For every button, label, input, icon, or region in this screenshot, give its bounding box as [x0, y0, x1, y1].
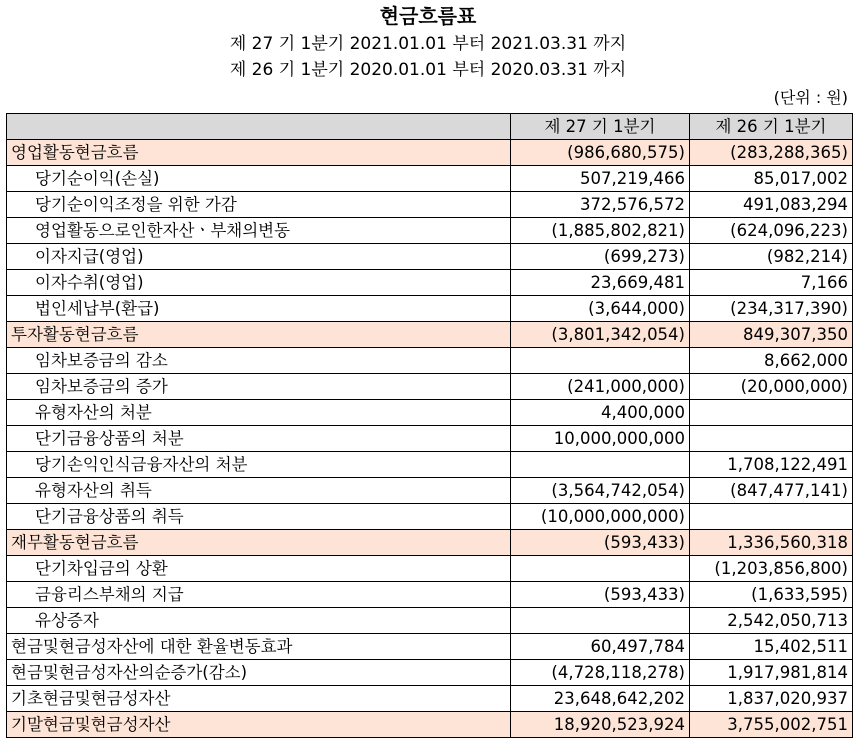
- current-period-value: (3,644,000): [511, 296, 690, 322]
- table-row: [7, 348, 853, 374]
- row-label: 유형자산의 취득: [7, 478, 511, 504]
- row-label: 현금및현금성자산의순증가(감소): [7, 660, 511, 686]
- current-period-value: 507,219,466: [511, 166, 690, 192]
- previous-period-value: (847,477,141): [690, 478, 853, 504]
- row-label: 금융리스부채의 지급: [7, 582, 511, 608]
- row-label: 단기차입금의 상환: [7, 556, 511, 582]
- table-row: [7, 478, 853, 504]
- unit-label: (단위 : 원): [773, 88, 848, 107]
- header-label-column: [7, 114, 511, 140]
- table-row: [7, 504, 853, 530]
- current-period-value: (593,433): [511, 582, 690, 608]
- statement-title: 현금흐름표: [379, 4, 477, 28]
- current-period-value: 4,400,000: [511, 400, 690, 426]
- current-period-value: (241,000,000): [511, 374, 690, 400]
- table-row: [7, 426, 853, 452]
- row-label: 유상증자: [7, 608, 511, 634]
- row-label: 당기손익인식금융자산의 처분: [7, 452, 511, 478]
- current-period-value: (4,728,118,278): [511, 660, 690, 686]
- row-label: 당기순이익조정을 위한 가감: [7, 192, 511, 218]
- row-label: 단기금융상품의 처분: [7, 426, 511, 452]
- table-row: [7, 530, 853, 556]
- table-row: [7, 374, 853, 400]
- current-period-value: [511, 556, 690, 582]
- current-period-value: (593,433): [511, 530, 690, 556]
- current-period-value: [511, 608, 690, 634]
- table-row: [7, 270, 853, 296]
- previous-period-value: (1,203,856,800): [690, 556, 853, 582]
- current-period-value: 23,648,642,202: [511, 686, 690, 712]
- previous-period-value: [690, 426, 853, 452]
- current-period-value: (1,885,802,821): [511, 218, 690, 244]
- previous-period-value: 85,017,002: [690, 166, 853, 192]
- table-row: [7, 400, 853, 426]
- row-label: 투자활동현금흐름: [7, 322, 511, 348]
- table-row: [7, 660, 853, 686]
- previous-period-value: (234,317,390): [690, 296, 853, 322]
- table-row: [7, 686, 853, 712]
- previous-period-value: (1,633,595): [690, 582, 853, 608]
- table-header-row: [7, 114, 853, 140]
- current-period-value: 372,576,572: [511, 192, 690, 218]
- previous-period-value: (982,214): [690, 244, 853, 270]
- header-previous-period: 제 26 기 1분기: [690, 114, 853, 140]
- current-period-value: (3,801,342,054): [511, 322, 690, 348]
- row-label: 단기금융상품의 취득: [7, 504, 511, 530]
- row-label: 법인세납부(환급): [7, 296, 511, 322]
- table-row: [7, 582, 853, 608]
- current-period-value: [511, 452, 690, 478]
- previous-period-value: 1,837,020,937: [690, 686, 853, 712]
- table-row: [7, 452, 853, 478]
- previous-period-value: 849,307,350: [690, 322, 853, 348]
- previous-period-value: 7,166: [690, 270, 853, 296]
- previous-period-value: 1,708,122,491: [690, 452, 853, 478]
- table-row: [7, 322, 853, 348]
- current-period-value: [511, 348, 690, 374]
- current-period-value: 23,669,481: [511, 270, 690, 296]
- table-row: [7, 556, 853, 582]
- current-period-value: 60,497,784: [511, 634, 690, 660]
- previous-period-value: 1,336,560,318: [690, 530, 853, 556]
- previous-period-value: (283,288,365): [690, 140, 853, 166]
- row-label: 영업활동현금흐름: [7, 140, 511, 166]
- row-label: 임차보증금의 감소: [7, 348, 511, 374]
- row-label: 기초현금및현금성자산: [7, 686, 511, 712]
- table-row: [7, 218, 853, 244]
- current-period-value: (3,564,742,054): [511, 478, 690, 504]
- table-row: [7, 634, 853, 660]
- row-label: 이자지급(영업): [7, 244, 511, 270]
- header-current-period: 제 27 기 1분기: [511, 114, 690, 140]
- previous-period-value: [690, 400, 853, 426]
- table-row: [7, 244, 853, 270]
- previous-period-value: 2,542,050,713: [690, 608, 853, 634]
- row-label: 재무활동현금흐름: [7, 530, 511, 556]
- table-row: [7, 296, 853, 322]
- table-row: [7, 140, 853, 166]
- table-row: [7, 192, 853, 218]
- previous-period-value: [690, 504, 853, 530]
- row-label: 임차보증금의 증가: [7, 374, 511, 400]
- period-current: 제 27 기 1분기 2021.01.01 부터 2021.03.31 까지: [229, 34, 627, 54]
- table-row: [7, 166, 853, 192]
- current-period-value: (986,680,575): [511, 140, 690, 166]
- row-label: 현금및현금성자산에 대한 환율변동효과: [7, 634, 511, 660]
- row-label: 유형자산의 처분: [7, 400, 511, 426]
- row-label: 영업활동으로인한자산ㆍ부채의변동: [7, 218, 511, 244]
- cash-flow-table: [6, 113, 853, 738]
- current-period-value: (699,273): [511, 244, 690, 270]
- previous-period-value: (20,000,000): [690, 374, 853, 400]
- previous-period-value: 15,402,511: [690, 634, 853, 660]
- current-period-value: 18,920,523,924: [511, 712, 690, 738]
- table-row: [7, 608, 853, 634]
- previous-period-value: (624,096,223): [690, 218, 853, 244]
- row-label: 이자수취(영업): [7, 270, 511, 296]
- previous-period-value: 3,755,002,751: [690, 712, 853, 738]
- previous-period-value: 1,917,981,814: [690, 660, 853, 686]
- previous-period-value: 491,083,294: [690, 192, 853, 218]
- previous-period-value: 8,662,000: [690, 348, 853, 374]
- row-label: 기말현금및현금성자산: [7, 712, 511, 738]
- current-period-value: 10,000,000,000: [511, 426, 690, 452]
- row-label: 당기순이익(손실): [7, 166, 511, 192]
- table-row: [7, 712, 853, 738]
- current-period-value: (10,000,000,000): [511, 504, 690, 530]
- period-previous: 제 26 기 1분기 2020.01.01 부터 2020.03.31 까지: [229, 60, 627, 80]
